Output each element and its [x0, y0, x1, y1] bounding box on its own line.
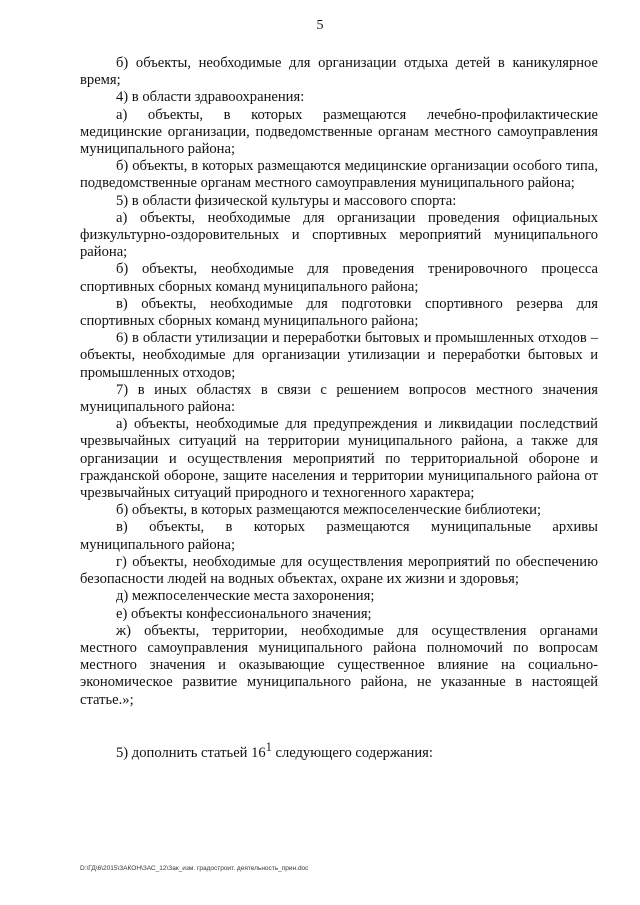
- paragraph: е) объекты конфессионального значения;: [116, 605, 372, 622]
- paragraph: в) объекты, в которых размещаются муниципальные архивы муниципального района;: [80, 519, 598, 553]
- paragraph: 7) в иных областях в связи с решением вопросов местного значения муниципального района:: [80, 381, 598, 416]
- paragraph: д) межпоселенческие места захоронения;: [116, 588, 375, 605]
- paragraph: 6) в области утилизации и переработки бытовых и промышленных отходов – объекты, необходимые для организации утилизации и переработки бытовых и промышленных отходов;: [80, 330, 598, 381]
- paragraph: а) объекты, в которых размещаются лечебно-профилактические медицинские организации, подведомственные органам местного самоуправления муниципального района;: [80, 106, 598, 158]
- paragraph: б) объекты, необходимые для проведения тренировочного процесса спортивных сборных команд муниципального района;: [80, 261, 598, 295]
- paragraph: 4) в области здравоохранения:: [116, 89, 305, 106]
- amendment-paragraph: [80, 739, 598, 762]
- paragraph: б) объекты, в которых размещаются межпоселенческие библиотеки;: [116, 502, 542, 519]
- amendment-text: 5) дополнить статьей 16: [116, 744, 266, 761]
- file-path-footer: D:\ГД\6\2015\ЗАКОН\ЗАС_12\Зак_изм. градостроит. деятельность_прин.doc: [80, 865, 309, 872]
- document-body: [80, 55, 598, 762]
- amendment-text-tail: следующего содержания:: [271, 744, 433, 761]
- paragraph: в) объекты, необходимые для подготовки спортивного резерва для спортивных сборных команд муниципального района;: [80, 295, 598, 330]
- page-number: 5: [316, 18, 324, 33]
- paragraph: а) объекты, необходимые для организации проведения официальных физкультурно-оздоровительных и спортивных мероприятий муниципального района;: [80, 209, 598, 261]
- paragraph: г) объекты, необходимые для осуществления мероприятий по обеспечению безопасности людей на водных объектах, охране их жизни и здоровья;: [80, 553, 598, 588]
- paragraph: б) объекты, необходимые для организации отдыха детей в каникулярное время;: [80, 55, 598, 89]
- paragraph: ж) объекты, территории, необходимые для осуществления органами местного самоуправления муниципального района полномочий по вопросам местного значения и оказывающие существенное влияние на социально-экономическое развитие муниципального района, не указанные в настоящей статье.»;: [80, 622, 598, 708]
- paragraph: а) объекты, необходимые для предупреждения и ликвидации последствий чрезвычайных ситуаций на территории муниципального района, а также для организации и осуществления мероприятий по территориальной обороне и гражданской обороне, защите населения и территории муниципального района от чрезвычайных ситуаций природного и техногенного характера;: [80, 416, 598, 502]
- paragraph: 5) в области физической культуры и массового спорта:: [116, 192, 457, 209]
- paragraph: б) объекты, в которых размещаются медицинские организации особого типа, подведомственные органам местного самоуправления муниципального района;: [80, 158, 598, 192]
- article-superscript: 1: [265, 739, 272, 754]
